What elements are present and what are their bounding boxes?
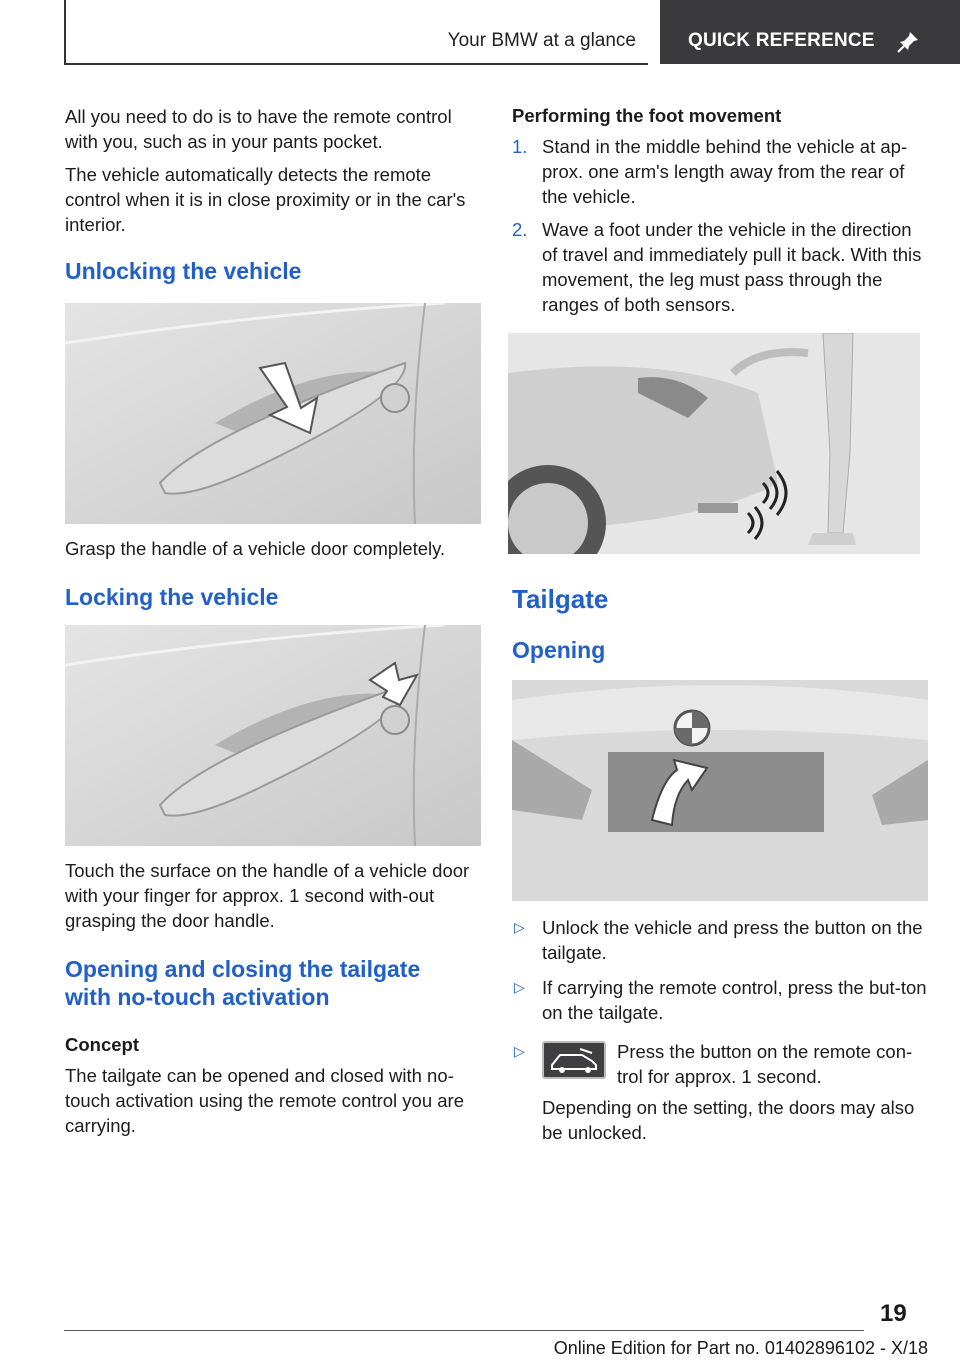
intro-paragraph-2: The vehicle automatically detects the remote control when it is in close proximity or in the car's interior. [65, 164, 466, 235]
triangle-bullet-icon: ▷ [514, 979, 525, 995]
step-text: Stand in the middle behind the vehicle at ap-prox. one arm's length away from the rear of the vehicle. [542, 136, 908, 207]
bullet-item [512, 915, 928, 965]
door-handle-unlock-illustration [65, 303, 481, 524]
opening-bullets [512, 915, 928, 1089]
concept-heading: Concept [65, 1034, 139, 1055]
page-number: 19 [880, 1300, 907, 1327]
quick-reference-label: QUICK REFERENCE [688, 30, 875, 51]
right-column [512, 104, 928, 1153]
step-1 [512, 134, 928, 209]
remote-follow-text: Depending on the setting, the doors may also be unlocked. [542, 1097, 915, 1143]
footer-rule [64, 1330, 864, 1331]
step-number: 2. [512, 219, 528, 240]
opening-heading: Opening [512, 637, 606, 663]
edition-footer: Online Edition for Part no. 01402896102 - X/18 [553, 1338, 928, 1358]
foot-movement-illustration [508, 333, 920, 554]
tailgate-button-illustration [512, 680, 928, 901]
step-number: 1. [512, 136, 528, 157]
triangle-bullet-icon: ▷ [514, 919, 525, 935]
bullet-text: If carrying the remote control, press the but-ton on the tailgate. [542, 977, 927, 1023]
locking-caption: Touch the surface on the handle of a vehicle door with your finger for approx. 1 second with-out grasping the door handle. [65, 860, 470, 931]
unlocking-caption: Grasp the handle of a vehicle door completely. [65, 538, 446, 559]
concept-text: The tailgate can be opened and closed with no-touch activation using the remote control you are carrying. [65, 1065, 465, 1136]
bullet-item [512, 975, 928, 1025]
foot-movement-steps [512, 134, 928, 317]
triangle-bullet-icon: ▷ [514, 1043, 525, 1059]
header-rule-vertical [64, 0, 66, 64]
bullet-text: Unlock the vehicle and press the button on the tailgate. [542, 917, 923, 963]
step-2 [512, 217, 928, 317]
remote-bullet-text: Press the button on the remote con-trol for approx. 1 second. [617, 1041, 913, 1087]
intro-paragraph-1: All you need to do is to have the remote control with you, such as in your pants pocket. [65, 106, 452, 152]
tailgate-heading: Tailgate [512, 584, 609, 614]
notouch-heading-line1: Opening and closing the tailgate [65, 956, 421, 982]
unlocking-heading: Unlocking the vehicle [65, 258, 302, 284]
foot-movement-heading: Performing the foot movement [512, 105, 782, 126]
locking-heading: Locking the vehicle [65, 584, 279, 610]
door-handle-lock-illustration [65, 625, 481, 846]
notouch-heading-line2: with no-touch activation [65, 984, 330, 1010]
step-text: Wave a foot under the vehicle in the direction of travel and immediately pull it back. With this movement, the leg must pass through the ranges of both sensors. [542, 219, 922, 315]
header-section-title: Your BMW at a glance [447, 30, 636, 51]
quick-reference-tab[interactable] [660, 0, 960, 64]
pin-icon [896, 28, 922, 54]
remote-bullet-item [512, 1039, 928, 1089]
header-rule-bottom [64, 63, 648, 65]
car-tailgate-icon [542, 1041, 606, 1079]
left-column [65, 104, 481, 1146]
